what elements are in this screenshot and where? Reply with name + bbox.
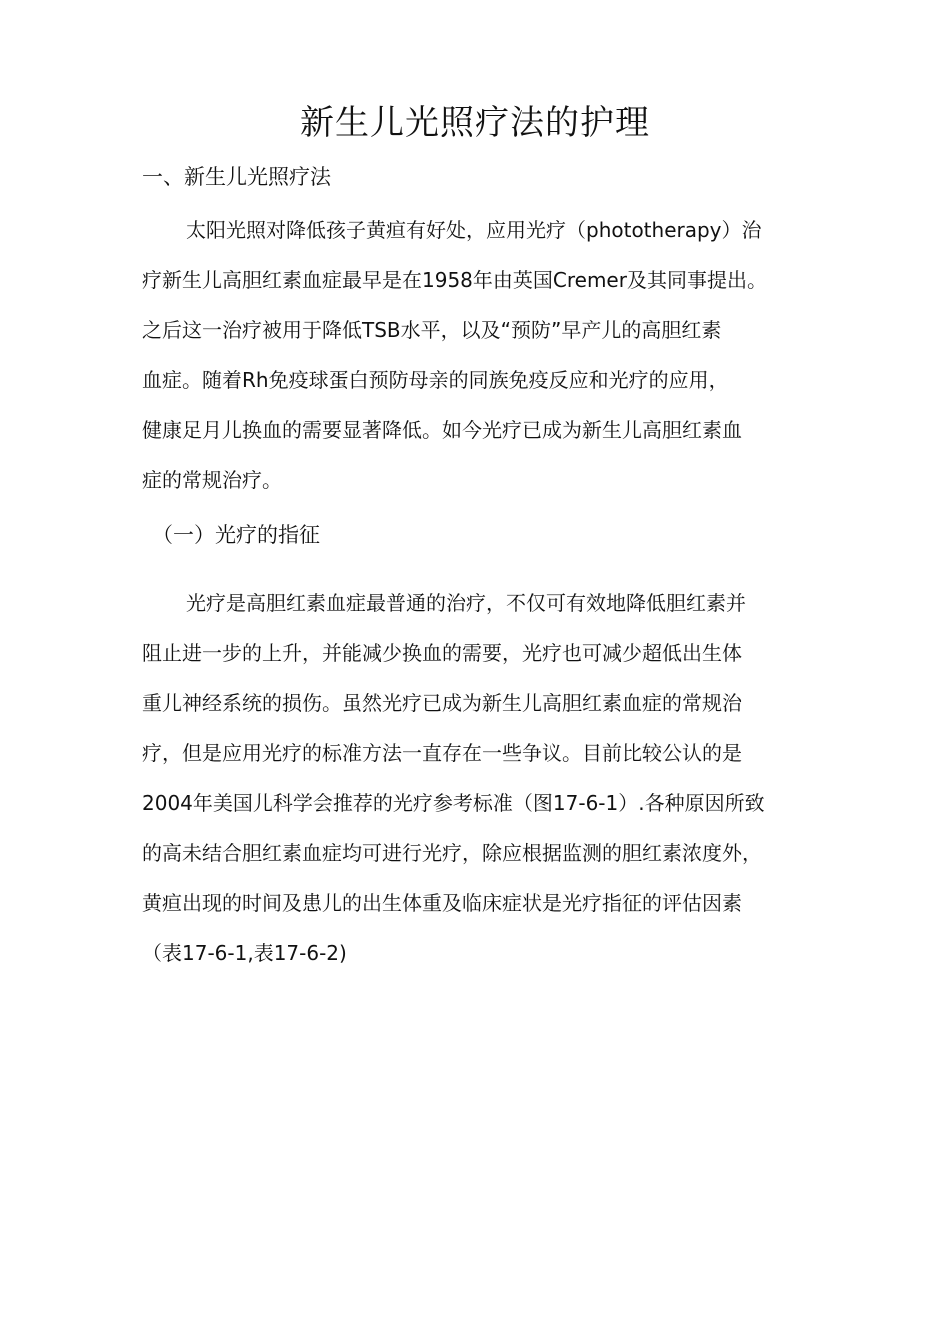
paragraph-line: 健康足月儿换血的需要显著降低。如今光疗已成为新生儿高胆红素血 [142,418,742,442]
paragraph-line: 重儿神经系统的损伤。虽然光疗已成为新生儿高胆红素血症的常规治 [142,691,742,715]
paragraph-line: 疗新生儿高胆红素血症最早是在1958年由英国Cremer及其同事提出。 [142,268,767,292]
paragraph-line: 之后这一治疗被用于降低TSB水平，以及“预防”早产儿的高胆红素 [142,318,722,342]
section-paragraph [142,205,812,505]
paragraph-line: 2004年美国儿科学会推荐的光疗参考标准（图17-6-1）.各种原因所致 [142,791,765,815]
paragraph-line: 症的常规治疗。 [142,468,282,492]
subsection-heading: （一）光疗的指征 [152,523,320,547]
paragraph-line: 的高未结合胆红素血症均可进行光疗，除应根据监测的胆红素浓度外， [142,841,762,865]
paragraph-line: 光疗是高胆红素血症最普通的治疗，不仅可有效地降低胆红素并 [186,591,746,615]
subsection-paragraph [142,578,812,978]
paragraph-line: 疗，但是应用光疗的标准方法一直存在一些争议。目前比较公认的是 [142,741,742,765]
paragraph-line: （表17-6-1,表17-6-2) [142,941,347,965]
paragraph-line: 阻止进一步的上升，并能减少换血的需要，光疗也可减少超低出生体 [142,641,742,665]
document-title: 新生儿光照疗法的护理 [300,103,650,143]
section-heading: 一、新生儿光照疗法 [142,165,331,189]
paragraph-line: 太阳光照对降低孩子黄疸有好处，应用光疗（phototherapy）治 [186,218,762,242]
paragraph-line: 血症。随着Rh免疫球蛋白预防母亲的同族免疫反应和光疗的应用， [142,368,729,392]
paragraph-line: 黄疸出现的时间及患儿的出生体重及临床症状是光疗指征的评估因素 [142,891,742,915]
